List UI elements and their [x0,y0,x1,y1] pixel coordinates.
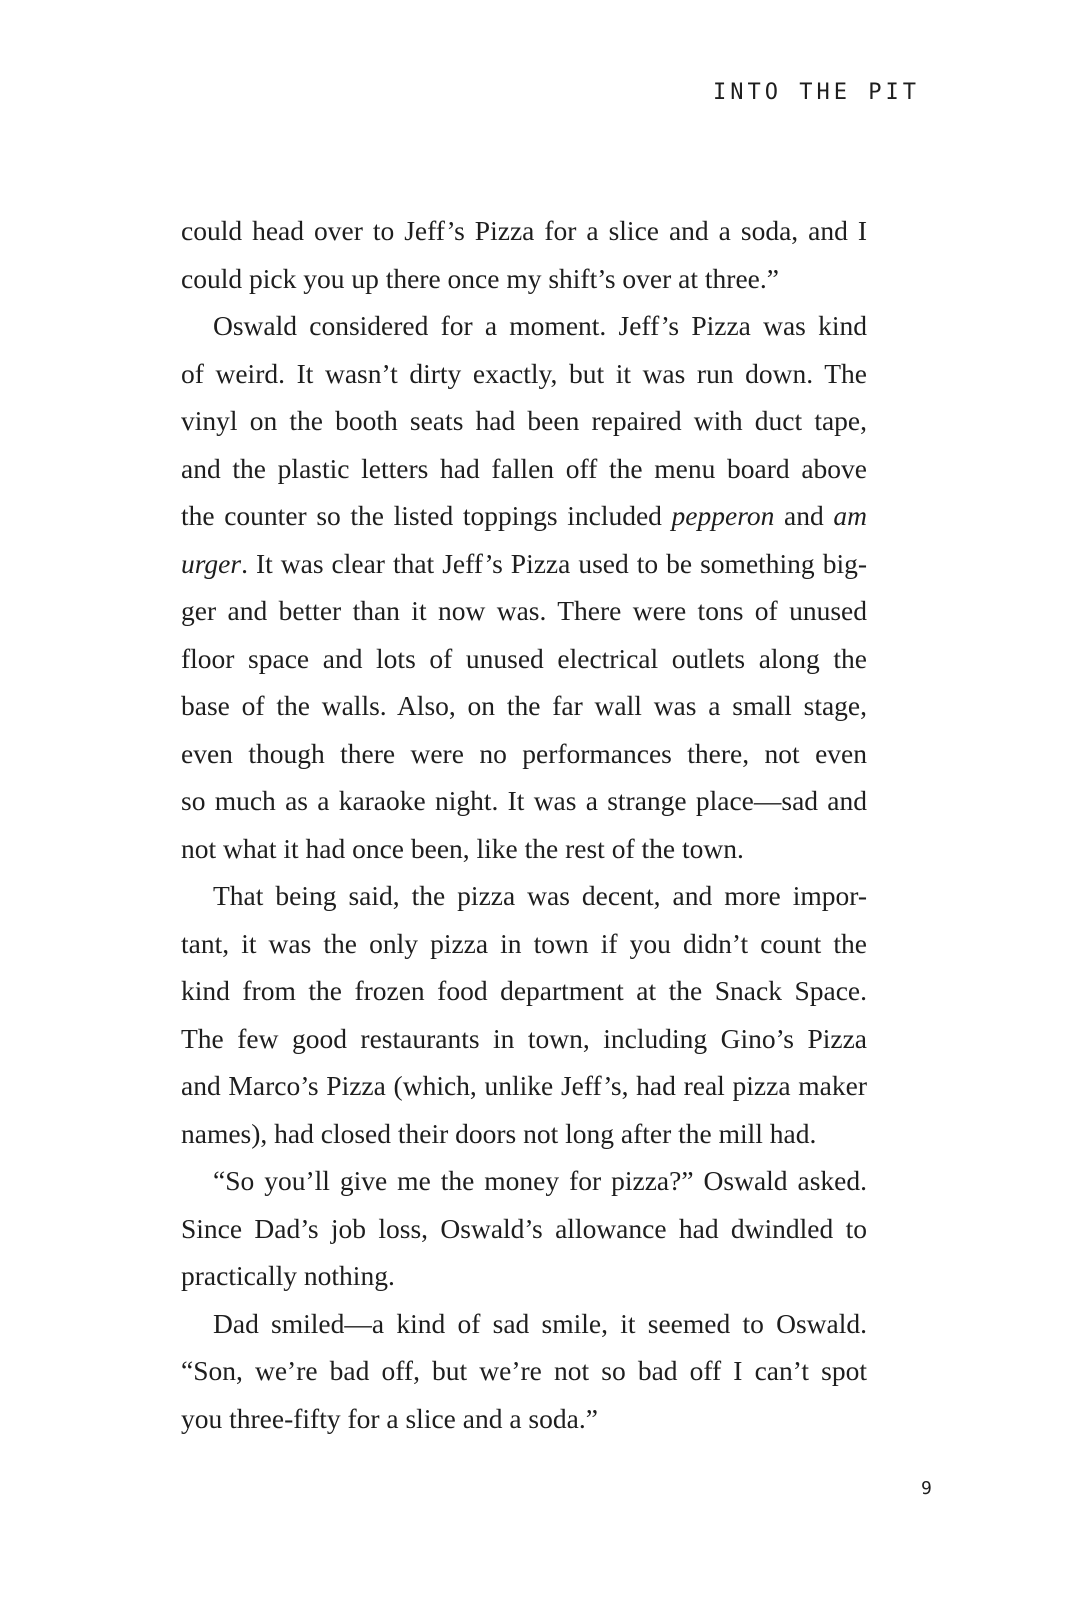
text-line: could head over to Jeff’s Pizza for a slice and a soda, and I [181,215,867,246]
text-line: not what it had once been, like the rest of the town. [181,832,744,864]
body-text [181,207,867,1442]
text-line: names), had closed their doors not long after the mill had. [181,1117,817,1149]
text-line: of weird. It wasn’t dirty exactly, but it was run down. The [181,357,867,389]
text-line: tant, it was the only pizza in town if you didn’t count the [181,927,867,959]
text-line: That being said, the pizza was decent, and more impor- [213,880,867,911]
text-line: ger and better than it now was. There were tons of unused [181,595,867,626]
text-line: “So you’ll give me the money for pizza?” Oswald asked. [213,1165,867,1196]
text-line: The few good restaurants in town, including Gino’s Pizza [181,1022,867,1054]
text-line: Since Dad’s job loss, Oswald’s allowance had dwindled to [181,1212,867,1244]
text-line: practically nothing. [181,1260,395,1291]
running-head: INTO THE PIT [713,80,920,105]
text-line: you three-fifty for a slice and a soda.” [181,1402,598,1434]
text-line: even though there were no performances there, not even [181,737,867,769]
text-line: urger. It was clear that Jeff’s Pizza used to be something big- [181,547,867,579]
text-line: vinyl on the booth seats had been repaired with duct tape, [181,405,867,436]
text-line: so much as a karaoke night. It was a strange place—sad and [181,785,867,816]
text-line: and the plastic letters had fallen off the menu board above [181,452,867,484]
page-number: 9 [921,1478,932,1499]
text-line: “Son, we’re bad off, but we’re not so bad off I can’t spot [181,1355,867,1386]
text-line: could pick you up there once my shift’s over at three.” [181,262,779,294]
text-line: the counter so the listed toppings included pepperon and am [181,500,867,531]
text-line: floor space and lots of unused electrical outlets along the [181,642,867,674]
text-line: Oswald considered for a moment. Jeff’s Pizza was kind [213,310,867,341]
text-line: and Marco’s Pizza (which, unlike Jeff’s, had real pizza maker [181,1070,867,1101]
text-line: kind from the frozen food department at the Snack Space. [181,975,867,1006]
text-line: base of the walls. Also, on the far wall was a small stage, [181,690,867,721]
text-line: Dad smiled—a kind of sad smile, it seemed to Oswald. [213,1307,867,1339]
